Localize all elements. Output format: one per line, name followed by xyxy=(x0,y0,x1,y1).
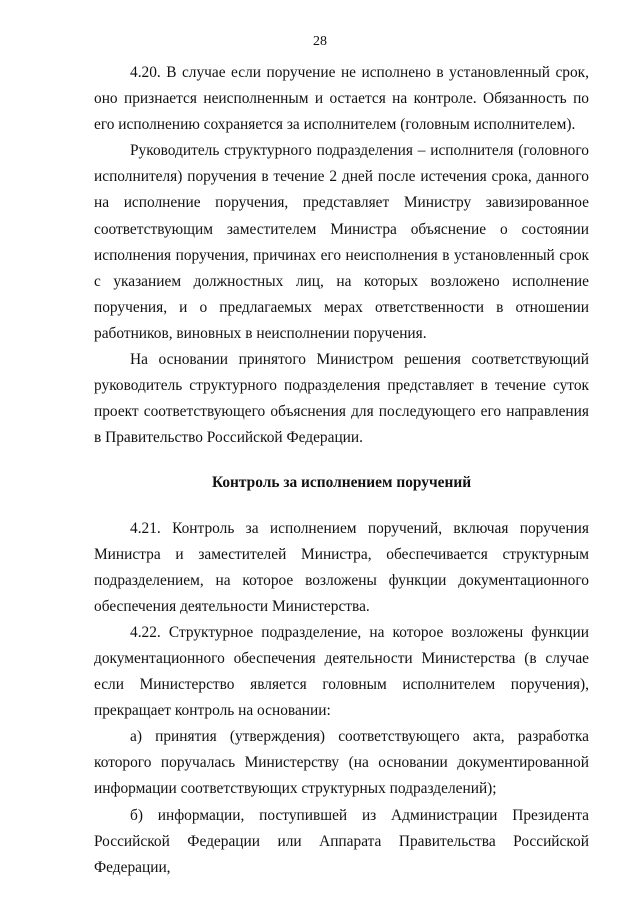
list-item-a: а) принятия (утверждения) соответствующего акта, разработка которого поручалась Министерству (на основании документированной информации соответствующих структурных подразделений); xyxy=(94,728,589,798)
paragraph-head-of-unit-report: Руководитель структурного подразделения – исполнителя (головного исполнителя) поручения в течение 2 дней после истечения срока, данного на исполнение поручения, представляет Министру завизированное соответствующим заместителем Министра объяснение о состоянии исполнения поручения, причинах его неисполнения в установленный срок с указанием должностных лиц, на которых возложено исполнение поручения, и о предлагаемых мерах ответственности в отношении работников, виновных в неисполнении поручения. xyxy=(94,142,589,342)
paragraph-4-21: 4.21. Контроль за исполнением поручений, включая поручения Министра и заместителей Министра, обеспечивается структурным подразделением, на которое возложены функции документационного обеспечения деятельности Министерства. xyxy=(94,519,589,615)
paragraph-4-22: 4.22. Структурное подразделение, на которое возложены функции документационного обеспечения деятельности Министерства (в случае если Министерство является головным исполнителем поручения), прекращает контроль на основании: xyxy=(94,623,589,720)
section-heading: Контроль за исполнением поручений xyxy=(211,474,472,492)
document-body xyxy=(94,60,589,881)
paragraph-minister-decision: На основании принятого Министром решения соответствующий руководитель структурного подразделения представляет в течение суток проект соответствующего объяснения для последующего его направления в Правительство Российской Федерации. xyxy=(94,351,589,447)
page-number: 28 xyxy=(313,34,327,49)
paragraph-4-20: 4.20. В случае если поручение не исполнено в установленный срок, оно признается неисполненным и остается на контроле. Обязанность по его исполнению сохраняется за исполнителем (головным исполнителем). xyxy=(94,64,589,134)
list-item-b: б) информации, поступившей из Администрации Президента Российской Федерации или Аппарата Правительства Российской Федерации, xyxy=(94,806,589,876)
